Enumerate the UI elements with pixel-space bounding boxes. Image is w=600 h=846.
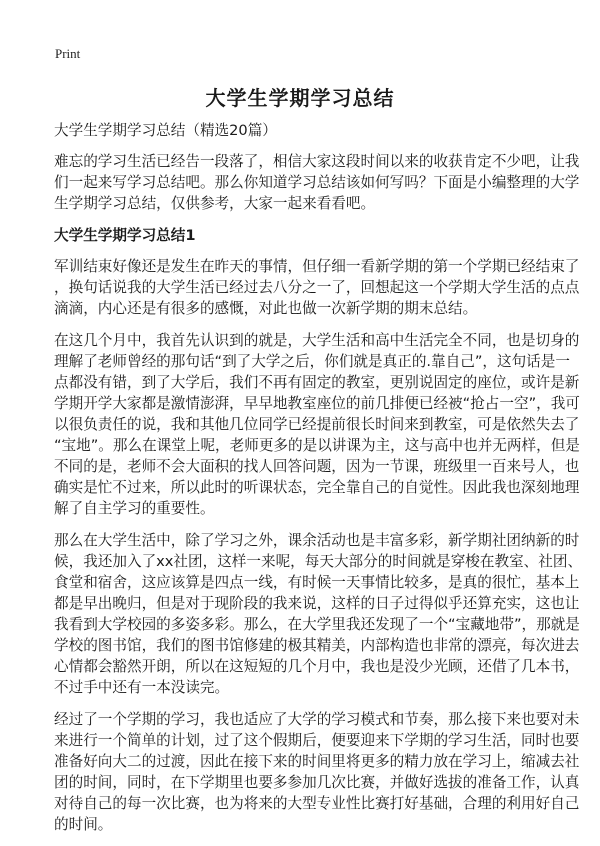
text-line: ，换句话说我的大学生活已经过去八分之一了，回想起这一个学期大学生活的点点 <box>54 279 580 296</box>
body-paragraph <box>54 256 580 319</box>
text-line: 都是早出晚归，但是对于现阶段的我来说，这样的日子过得似乎还算充实，这也让 <box>54 595 580 612</box>
section-paragraphs <box>54 256 583 835</box>
intro-paragraph <box>54 151 580 214</box>
text-line: 候，我还加入了xx社团，这样一来呢，每天大部分的时间就是穿梭在教室、社团、 <box>54 553 583 570</box>
text-line: 我看到大学校园的多姿多彩。那么，在大学里我还发现了一个“宝藏地带”，那就是 <box>54 616 580 633</box>
text-line: 对待自己的每一次比赛，也为将来的大型专业性比赛打好基础，合理的利用好自己 <box>54 795 580 812</box>
text-line: 解了自主学习的重要性。 <box>54 500 215 517</box>
text-line: “宝地”。那么在课堂上呢，老师更多的是以讲课为主，这与高中也并无两样，但是 <box>54 437 580 454</box>
text-line: 团的时间，同时，在下学期里也要多参加几次比赛，并做好选拔的准备工作，认真 <box>54 774 580 791</box>
page-title: 大学生学期学习总结 <box>205 86 395 110</box>
text-line: 在这几个月中，我首先认识到的就是，大学生活和高中生活完全不同，也是切身的 <box>54 332 580 349</box>
text-line: 以很负责任的说，我和其他几位同学已经提前很长时间来到教室，可是依然失去了 <box>54 416 580 433</box>
text-line: 食堂和宿舍，这应该算是四点一线，有时候一天事情比较多，是真的很忙，基本上 <box>54 574 580 591</box>
text-line: 生学期学习总结，仅供参考，大家一起来看看吧。 <box>54 195 376 212</box>
text-line: 的时间。 <box>54 816 113 833</box>
text-line: 那么在大学生活中，除了学习之外，课余活动也是丰富多彩，新学期社团纳新的时 <box>54 532 580 549</box>
text-line: 点都没有错，到了大学后，我们不再有固定的教室，更别说固定的座位，或许是新 <box>54 374 580 391</box>
text-line: 滴滴，内心还是有很多的感慨，对此也做一次新学期的期末总结。 <box>54 300 478 317</box>
text-line: 不过手中还有一本没读完。 <box>54 679 230 696</box>
body-paragraph <box>54 709 580 835</box>
text-line: 学期开学大家都是激情澎湃，早早地教室座位的前几排便已经被“抢占一空”，我可 <box>54 395 580 412</box>
section-heading: 大学生学期学习总结1 <box>54 227 196 244</box>
text-line: 军训结束好像还是发生在昨天的事情，但仔细一看新学期的第一个学期已经结束了 <box>54 258 580 275</box>
body-paragraph <box>54 530 583 698</box>
document-body <box>54 120 583 846</box>
text-line: 难忘的学习生活已经告一段落了，相信大家这段时间以来的收获肯定不少吧，让我 <box>54 153 580 170</box>
text-line: 心情都会豁然开朗，所以在这短短的几个月中，我也是没少光顾，还借了几本书， <box>54 658 580 675</box>
text-line: 准备好向大二的过渡，因此在接下来的时间里将更多的精力放在学习上，缩减去社 <box>54 753 580 770</box>
text-line: 不同的是，老师不会大面积的找人回答问题，因为一节课，班级里一百来号人，也 <box>54 458 580 475</box>
text-line: 经过了一个学期的学习，我也适应了大学的学习模式和节奏，那么接下来也要对未 <box>54 711 580 728</box>
text-line: 理解了老师曾经的那句话“到了大学之后，你们就是真正的.靠自己”，这句话是一 <box>54 353 570 370</box>
text-line: 来进行一个简单的计划，过了这个假期后，便要迎来下学期的学习生活，同时也要 <box>54 732 580 749</box>
body-paragraph <box>54 330 580 519</box>
text-line: 们一起来写学习总结吧。那么你知道学习总结该如何写吗？下面是小编整理的大学 <box>54 174 580 191</box>
text-line: 学校的图书馆，我们的图书馆修建的极其精美，内部构造也非常的漂亮，每次进去 <box>54 637 580 654</box>
text-line: 确实是忙不过来，所以此时的听课状态，完全靠自己的自觉性。因此我也深刻地理 <box>54 479 580 496</box>
print-link[interactable]: Print <box>55 46 81 61</box>
document-subtitle: 大学生学期学习总结（精选20篇） <box>54 122 277 139</box>
